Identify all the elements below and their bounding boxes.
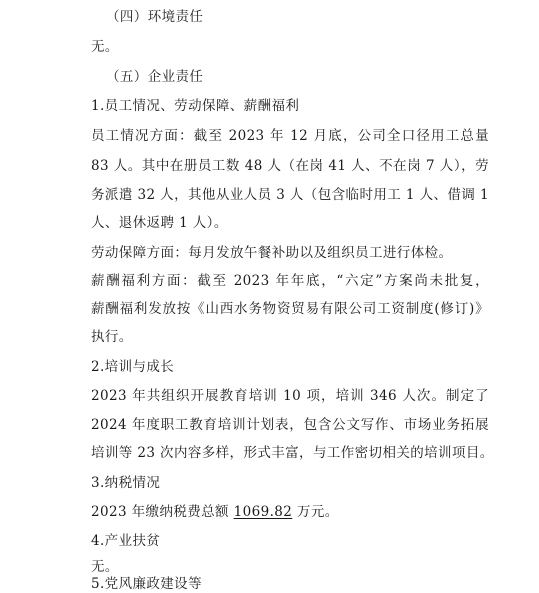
salary-paragraph-line-1: 薪酬福利方面：截至 2023 年年底，“六定”方案尚未批复，	[91, 273, 489, 289]
subsection-4-heading: 4.产业扶贫	[91, 533, 161, 549]
subsection-4-body: 无。	[91, 559, 119, 575]
staff-paragraph-line-1: 员工情况方面：截至 2023 年 12 月底，公司全口径用工总量	[91, 128, 489, 144]
tax-suffix: 万元。	[292, 504, 339, 520]
salary-paragraph-line-2: 薪酬福利发放按《山西水务物资贸易有限公司工资制度(修订)》	[91, 301, 489, 317]
section-env-heading: （四）环境责任	[106, 9, 204, 25]
section-ent-heading: （五）企业责任	[106, 69, 204, 85]
subsection-1-heading: 1.员工情况、劳动保障、薪酬福利	[91, 98, 300, 114]
training-paragraph-line-1: 2023 年共组织开展教育培训 10 项，培训 346 人次。制定了	[91, 388, 489, 404]
salary-paragraph-line-3: 执行。	[91, 329, 133, 345]
labor-paragraph: 劳动保障方面：每月发放午餐补助以及组织员工进行体检。	[91, 245, 453, 261]
subsection-5-heading: 5.党风廉政建设等	[91, 576, 202, 592]
training-paragraph-line-2: 2024 年度职工教育培训计划表，包含公文写作、市场业务拓展	[91, 417, 489, 433]
tax-amount: 1069.82	[233, 504, 293, 520]
staff-paragraph-line-4: 人、退休返聘 1 人）。	[91, 215, 228, 231]
section-env-body: 无。	[91, 39, 119, 55]
subsection-2-heading: 2.培训与成长	[91, 359, 175, 375]
tax-prefix: 2023 年缴纳税费总额	[91, 504, 234, 520]
subsection-3-heading: 3.纳税情况	[91, 475, 161, 491]
training-paragraph-line-3: 培训等 23 次内容多样，形式丰富，与工作密切相关的培训项目。	[91, 445, 494, 461]
tax-paragraph	[91, 503, 339, 521]
staff-paragraph-line-3: 务派遣 32 人，其他从业人员 3 人（包含临时用工 1 人、借调 1	[91, 187, 489, 203]
staff-paragraph-line-2: 83 人。其中在册员工数 48 人（在岗 41 人、不在岗 7 人），劳	[91, 158, 489, 174]
